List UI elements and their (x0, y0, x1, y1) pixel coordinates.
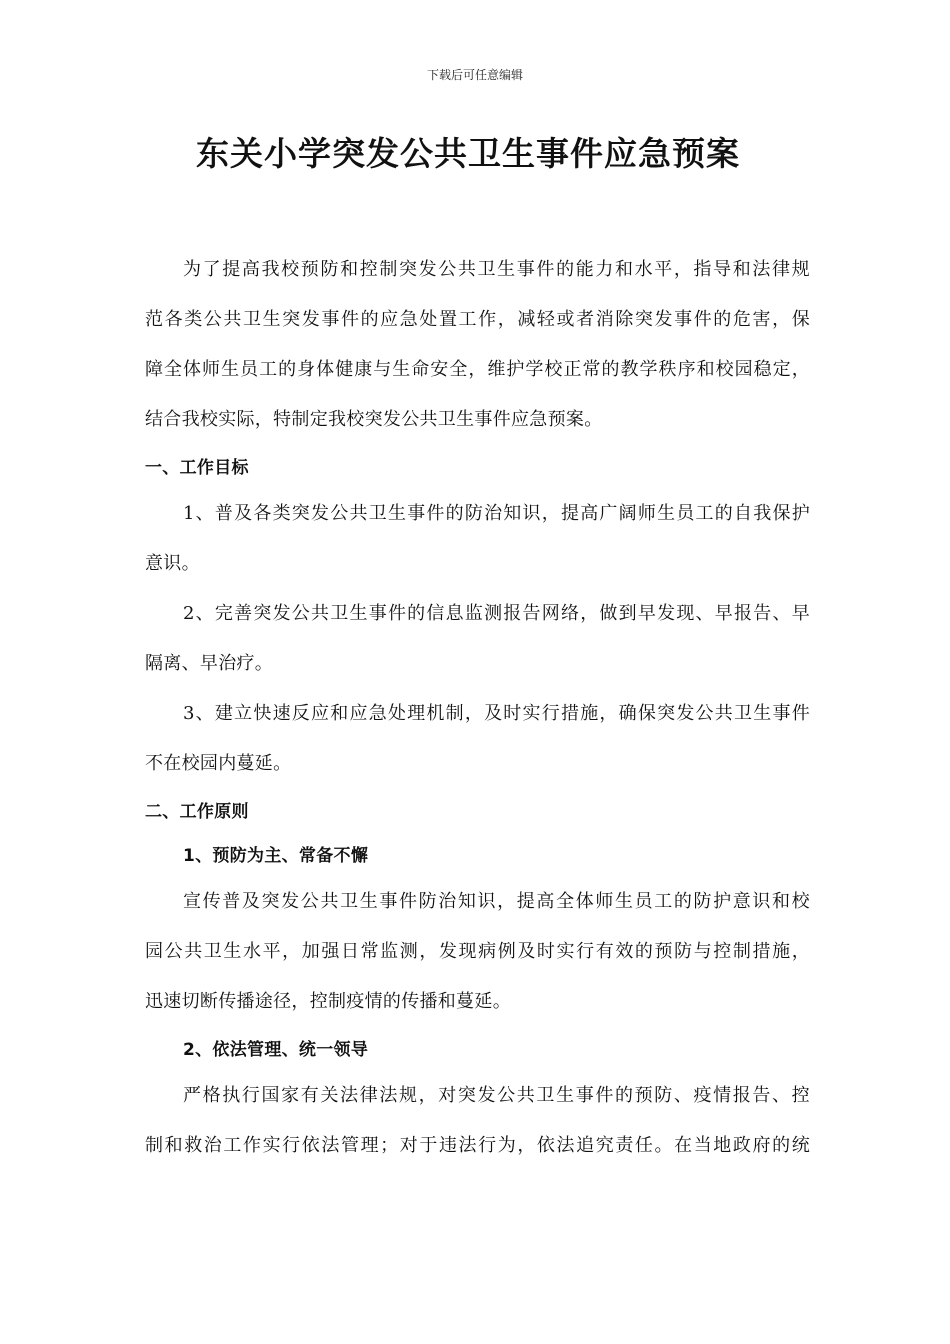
paragraph-line: 障全体师生员工的身体健康与生命安全，维护学校正常的教学秩序和校园稳定， (145, 359, 810, 380)
paragraph-first-line: 严格执行国家有关法律法规，对突发公共卫生事件的预防、疫情报告、控 (183, 1085, 810, 1106)
paragraph-first-line: 宣传普及突发公共卫生事件防治知识，提高全体师生员工的防护意识和校 (183, 891, 810, 912)
paragraph-first-line: 1、普及各类突发公共卫生事件的防治知识，提高广阔师生员工的自我保护 (183, 503, 810, 524)
document-body (145, 250, 810, 1176)
paragraph-line: 隔离、早治疗。 (145, 653, 274, 674)
paragraph-line: 不在校园内蔓延。 (145, 753, 292, 774)
paragraph-first-line: 为了提高我校预防和控制突发公共卫生事件的能力和水平，指导和法律规 (183, 259, 810, 280)
paragraph-line: 制和救治工作实行依法管理；对于违法行为，依法追究责任。在当地政府的统 (145, 1135, 810, 1156)
subsection-heading: 1、预防为主、常备不懈 (183, 846, 369, 866)
document-title: 东关小学突发公共卫生事件应急预案 (196, 134, 740, 173)
paragraph-line: 迅速切断传播途径，控制疫情的传播和蔓延。 (145, 991, 511, 1012)
section-heading: 二、工作原则 (145, 802, 249, 822)
subsection-heading: 2、依法管理、统一领导 (183, 1040, 369, 1060)
paragraph-line: 意识。 (145, 553, 200, 574)
paragraph-line: 园公共卫生水平，加强日常监测，发现病例及时实行有效的预防与控制措施， (145, 941, 810, 962)
header-note: 下载后可任意编辑 (426, 68, 523, 82)
paragraph-line: 范各类公共卫生突发事件的应急处置工作，减轻或者消除突发事件的危害，保 (145, 309, 810, 330)
paragraph-first-line: 2、完善突发公共卫生事件的信息监测报告网络，做到早发现、早报告、早 (183, 603, 810, 624)
paragraph-line: 结合我校实际，特制定我校突发公共卫生事件应急预案。 (145, 409, 603, 430)
section-heading: 一、工作目标 (145, 458, 249, 478)
paragraph-first-line: 3、建立快速反应和应急处理机制，及时实行措施，确保突发公共卫生事件 (183, 703, 810, 724)
